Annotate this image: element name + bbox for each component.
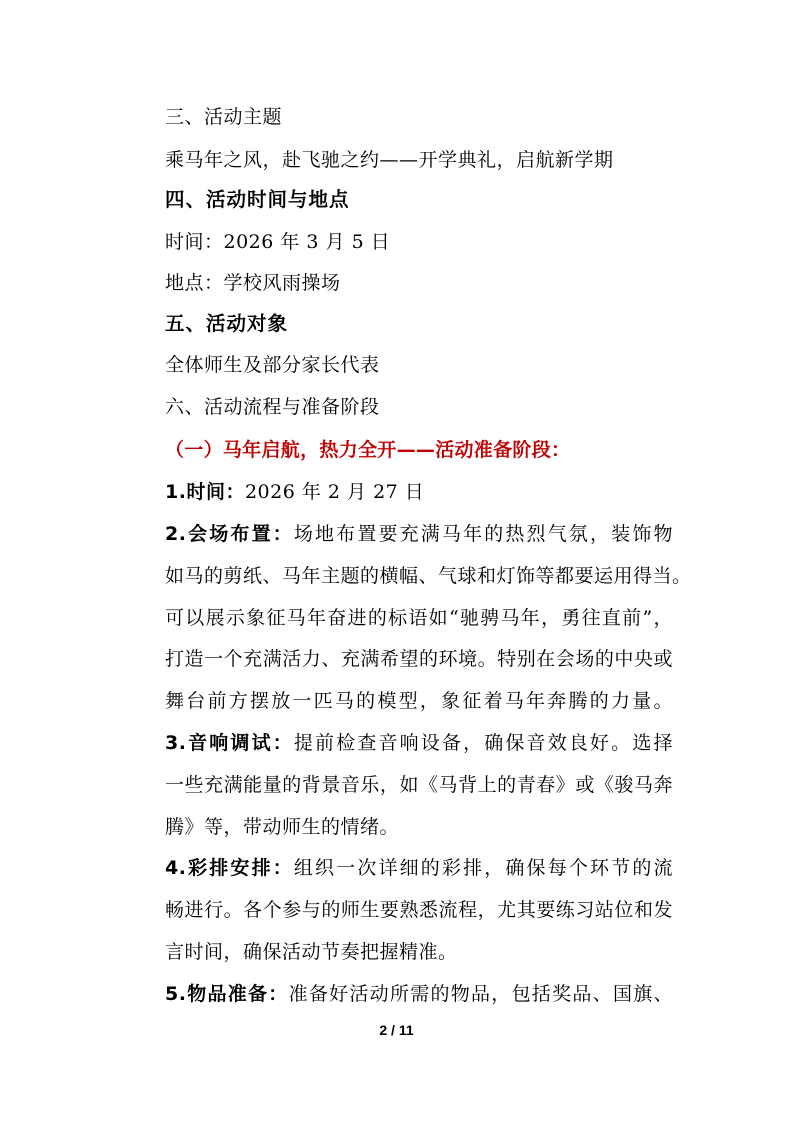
- item-4-line-1: [165, 855, 673, 881]
- item-4-line-3: 言时间，确保活动节奏把握精准。: [165, 941, 458, 963]
- item-5-number: 5.: [165, 983, 187, 1005]
- section-5-body: 全体师生及部分家长代表: [165, 354, 380, 376]
- item-2-line-5: 舞台前方摆放一匹马的模型，象征着马年奔腾的力量。: [165, 690, 673, 712]
- item-5-line-1: [165, 981, 673, 1007]
- item-3-label: 音响调试：: [186, 732, 294, 754]
- item-1-text: 2026 年 2 月 27 日: [244, 481, 425, 503]
- item-4-label: 彩排安排：: [186, 857, 294, 879]
- section-3-body: 乘马年之风，赴飞驰之约——开学典礼，启航新学期: [165, 149, 614, 171]
- item-2-number: 2.: [165, 523, 187, 545]
- subsection-heading: （一）马年启航，热力全开——活动准备阶段：: [165, 439, 571, 461]
- item-2-line-4: 打造一个充满活力、充满希望的环境。特别在会场的中央或: [165, 648, 673, 670]
- item-2-line-3: 可以展示象征马年奋进的标语如“驰骋马年，勇往直前”，: [165, 607, 673, 629]
- section-5-heading: 五、活动对象: [165, 312, 289, 335]
- page-number: 2 / 11: [379, 1022, 414, 1038]
- section-6-heading: 六、活动流程与准备阶段: [165, 396, 380, 418]
- item-2-line-1: [165, 521, 673, 547]
- section-3-heading: 三、活动主题: [165, 106, 283, 128]
- item-1-label: 时间：: [186, 481, 245, 503]
- item-3-number: 3.: [165, 732, 187, 754]
- section-4-place: 地点：学校风雨操场: [165, 272, 341, 294]
- item-3-line-3: 腾》等，带动师生的情绪。: [165, 816, 400, 838]
- item-4-number: 4.: [165, 857, 187, 879]
- item-2-label: 会场布置：: [186, 523, 294, 545]
- section-4-time: 时间：2026 年 3 月 5 日: [165, 231, 391, 253]
- item-5-label: 物品准备：: [186, 983, 289, 1005]
- item-1: [165, 479, 424, 505]
- item-4-line-2: 畅进行。各个参与的师生要熟悉流程，尤其要练习站位和发: [165, 899, 673, 921]
- item-2-text-1: 场地布置要充满马年的热烈气氛，装饰物: [293, 523, 673, 545]
- item-5-text-1: 准备好活动所需的物品，包括奖品、国旗、: [288, 983, 673, 1005]
- section-4-heading: 四、活动时间与地点: [165, 188, 350, 211]
- item-3-line-1: [165, 730, 673, 756]
- item-4-text-1: 组织一次详细的彩排，确保每个环节的流: [293, 857, 673, 879]
- item-3-line-2: 一些充满能量的背景音乐，如《马背上的青春》或《骏马奔: [165, 774, 673, 796]
- item-3-text-1: 提前检查音响设备，确保音效良好。选择: [293, 732, 673, 754]
- item-1-number: 1.: [165, 481, 187, 503]
- item-2-line-2: 如马的剪纸、马年主题的横幅、气球和灯饰等都要运用得当。: [165, 565, 692, 587]
